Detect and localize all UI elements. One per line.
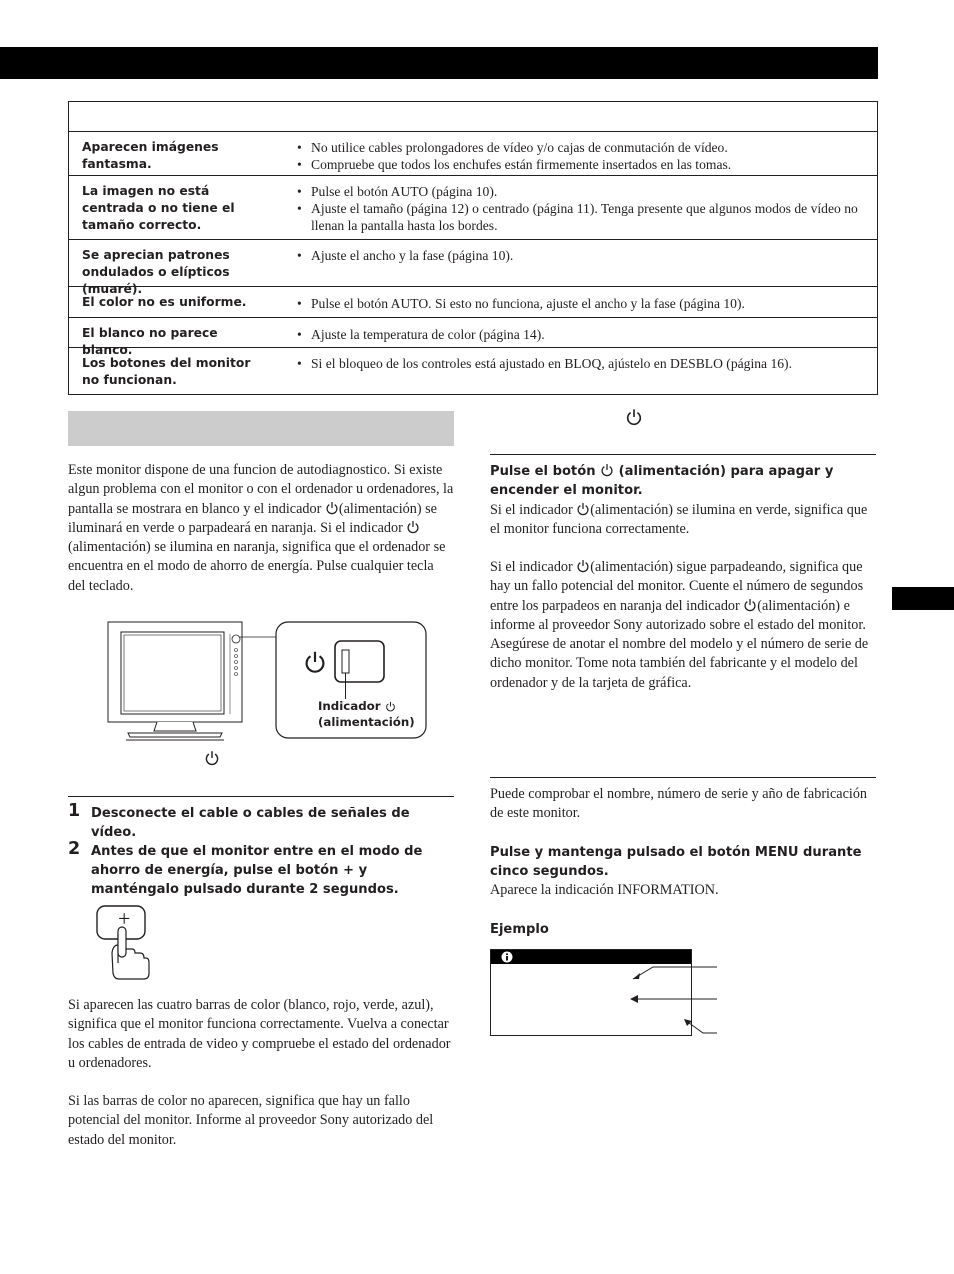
header-bar	[0, 47, 878, 79]
plus-symbol: +	[118, 906, 131, 931]
divider	[490, 777, 876, 778]
list-item: • No utilice cables prolongadores de vídeo y/o cajas de conmutación de vídeo.	[297, 139, 867, 156]
symptom-cell: Los botones del monitor no funcionan.	[82, 356, 251, 387]
blinking-paragraph	[490, 558, 876, 693]
power-icon	[206, 751, 217, 764]
list-item: • Compruebe que todos los enchufes están firmemente insertados en las tomas.	[297, 156, 867, 173]
section-heading-band	[68, 411, 454, 446]
symptom-cell: Aparecen imágenes fantasma.	[82, 140, 219, 171]
result-paragraph-2: Si las barras de color no aparecen, significa que hay un fallo potencial del monitor. Informe al proveedor Sony autorizado del estado del monitor.	[68, 1093, 434, 1148]
list-item: • Si el bloqueo de los controles está ajustado en BLOQ, ajústelo en DESBLO (página 16).	[297, 355, 867, 372]
power-icon	[600, 463, 614, 477]
green-paragraph	[490, 501, 876, 540]
text-span: (alimentación) se ilumina en verde, significa que el monitor funciona correctamente.	[490, 502, 868, 538]
list-item: • Ajuste el tamaño (página 12) o centrado (página 11). Tenga presente que algunos modos de vídeo no llenan la pantalla hasta los bordes.	[297, 200, 867, 234]
step-number: 1	[68, 801, 81, 821]
intro-paragraph	[68, 461, 454, 596]
table-row	[69, 318, 877, 357]
divider	[68, 796, 454, 797]
table-row	[69, 176, 877, 240]
text-span: (alimentación) para apagar y encender el monitor.	[490, 464, 834, 498]
text-span: (alimentación) se ilumina en naranja, significa que el ordenador se encuentra en el modo de ahorro de energía. Pulse cualquier tecla del teclado.	[68, 539, 446, 594]
information-paragraph: Aparece la indicación INFORMATION.	[490, 882, 719, 898]
power-icon	[625, 408, 643, 426]
info-icon	[501, 951, 513, 963]
list-item: • Ajuste la temperatura de color (página 14).	[297, 326, 867, 343]
power-icon	[406, 520, 420, 534]
text-span: Este monitor dispone de una funcion de autodiagnostico. Si existe algun problema con el monitor o con el ordenador u ordenadores, la pantalla se mostrara en blanco y el indicador	[68, 462, 454, 517]
symptom-cell: La imagen no está centrada o no tiene el tamaño correcto.	[82, 184, 235, 232]
divider	[490, 454, 876, 455]
callout-arrows	[625, 960, 725, 1040]
text-span: (alimentación) e informe al proveedor Sony autorizado sobre el estado del monitor. Asegúrese de anotar el nombre del modelo y el número de serie de dicho monitor. Tome nota también del fabricante y el modelo del ordenador y de la tarjeta de gráfica.	[490, 597, 869, 691]
table-row	[69, 348, 877, 394]
power-icon	[325, 501, 339, 515]
step-1-text: Desconecte el cable o cables de señales de vídeo.	[91, 806, 410, 840]
power-icon	[576, 502, 590, 516]
power-instruction	[490, 462, 876, 500]
power-icon	[576, 559, 590, 573]
step-2-text: Antes de que el monitor entre en el modo de ahorro de energía, pulse el botón + y manténgalo pulsado durante 2 segundos.	[91, 844, 423, 897]
solution-cell	[273, 348, 877, 394]
list-item: • Pulse el botón AUTO (página 10).	[297, 183, 867, 200]
text-span: Pulse el botón	[490, 464, 596, 479]
troubleshooting-table	[68, 101, 878, 395]
list-item: • Ajuste el ancho y la fase (página 10).	[297, 247, 867, 264]
result-paragraph-1: Si aparecen las cuatro barras de color (blanco, rojo, verde, azul), significa que el monitor funciona correctamente. Vuelva a conectar los cables de entrada de video y compruebe el estado del ordenador u ordenadores.	[68, 997, 451, 1071]
table-row	[69, 287, 877, 318]
menu-instruction: Pulse y mantenga pulsado el botón MENU durante cinco segundos.	[490, 845, 862, 879]
step-number: 2	[68, 839, 81, 859]
symptom-cell: Se aprecian patrones ondulados o elípticos (muaré).	[82, 248, 230, 296]
monitor-illustration	[100, 620, 440, 770]
text-span: (alimentación)	[318, 714, 415, 729]
power-icon	[385, 701, 396, 712]
text-span: Si el indicador	[490, 502, 573, 518]
text-span: (alimentación) se iluminará en verde o parpadeará en naranja. Si el indicador	[68, 500, 437, 536]
table-row	[69, 132, 877, 176]
power-icon	[743, 598, 757, 612]
info-paragraph: Puede comprobar el nombre, número de serie y año de fabricación de este monitor.	[490, 786, 868, 822]
solution-cell	[273, 318, 877, 347]
table-row	[69, 240, 877, 296]
example-label: Ejemplo	[490, 922, 549, 937]
symptom-cell: El color no es uniforme.	[82, 295, 247, 309]
text-span: Si el indicador	[490, 559, 573, 575]
solution-cell	[273, 132, 877, 175]
text-span: (alimentación) sigue parpadeando, significa que hay un fallo potencial del monitor. Cuente el número de segundos entre los parpadeos en naranja del indicador	[490, 559, 864, 614]
solution-cell	[273, 240, 877, 286]
symptom-cell: El blanco no parece blanco.	[82, 326, 218, 357]
solution-cell	[273, 176, 877, 239]
list-item: • Pulse el botón AUTO. Si esto no funciona, ajuste el ancho y la fase (página 10).	[297, 295, 867, 312]
text-span: Indicador	[318, 699, 381, 713]
side-tab	[892, 587, 954, 610]
indicator-label	[318, 699, 415, 730]
solution-cell	[273, 287, 877, 317]
table-header	[69, 102, 877, 132]
